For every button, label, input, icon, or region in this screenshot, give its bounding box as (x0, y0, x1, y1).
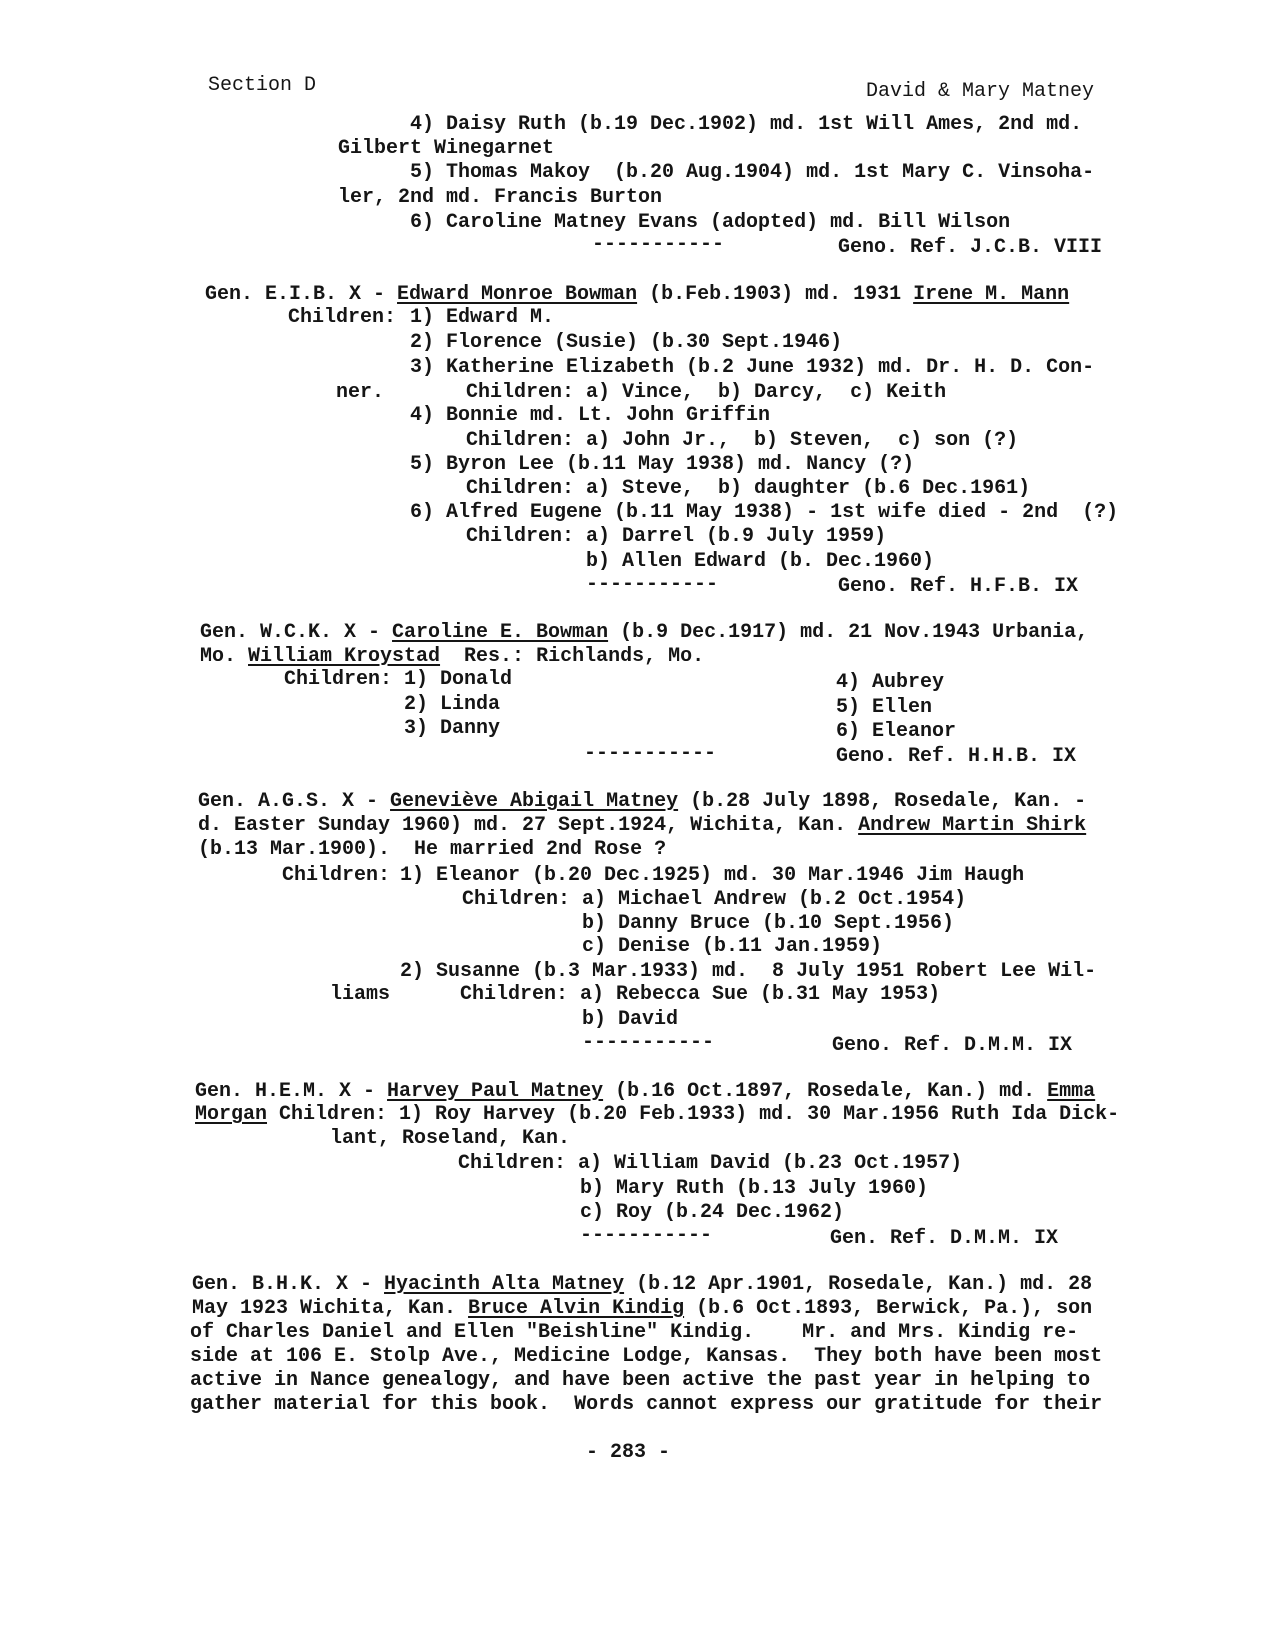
gen-code: Gen. E.I.B. X - (205, 283, 398, 306)
person-name: Hyacinth Alta Matney (384, 1273, 625, 1296)
separator: ----------- (580, 1224, 713, 1247)
child-2-cont: liams (330, 983, 391, 1006)
entry-ags-line2 (198, 814, 1086, 838)
gen-code: Gen. W.C.K. X - (200, 621, 393, 644)
children-label: Children: (284, 668, 393, 691)
entry-bhk-line2 (192, 1297, 1092, 1321)
paragraph-line: side at 106 E. Stolp Ave., Medicine Lodge, Kansas. They both have been most (190, 1345, 1103, 1368)
entry-details: d. Easter Sunday 1960) md. 27 Sept.1924, Wichita, Kan. (198, 814, 859, 837)
entry-hem-heading (195, 1080, 1095, 1104)
spouse-name-cont: Morgan (195, 1103, 268, 1126)
geno-ref: Geno. Ref. H.H.B. IX (836, 745, 1077, 768)
grandchildren: Children: a) Steve, b) daughter (b.6 Dec.1961) (466, 477, 1031, 500)
prev-child-4-cont: Gilbert Winegarnet (338, 137, 555, 160)
residence: Res.: Richlands, Mo. (440, 645, 705, 668)
entry-details: (b.16 Oct.1897, Rosedale, Kan.) md. (603, 1080, 1048, 1103)
child-2: 2) Linda (404, 693, 501, 716)
child-2: 2) Susanne (b.3 Mar.1933) md. 8 July 1951 Robert Lee Wil- (400, 960, 1097, 983)
paragraph-line: gather material for this book. Words cannot express our gratitude for their (190, 1393, 1103, 1416)
geno-ref: Gen. Ref. D.M.M. IX (830, 1227, 1059, 1250)
spouse-name: Emma (1047, 1080, 1096, 1103)
person-name: Harvey Paul Matney (387, 1080, 604, 1103)
entry-bhk-heading (192, 1273, 1092, 1297)
separator: ----------- (582, 1031, 715, 1054)
paragraph-line: of Charles Daniel and Ellen "Beishline" Kindig. Mr. and Mrs. Kindig re- (190, 1321, 1079, 1344)
separator: ----------- (592, 233, 725, 256)
entry-details: (b.Feb.1903) md. 1931 (637, 283, 914, 306)
prev-child-5-cont: ler, 2nd md. Francis Burton (338, 186, 663, 209)
prev-child-5: 5) Thomas Makoy (b.20 Aug.1904) md. 1st Mary C. Vinsoha- (410, 161, 1095, 184)
grandchild: b) Danny Bruce (b.10 Sept.1956) (582, 912, 955, 935)
child-1: 1) Eleanor (b.20 Dec.1925) md. 30 Mar.1946 Jim Haugh (400, 864, 1025, 887)
grandchild: c) Roy (b.24 Dec.1962) (580, 1201, 845, 1224)
geno-ref: Geno. Ref. H.F.B. IX (838, 575, 1079, 598)
entry-hem-line2 (195, 1103, 1119, 1127)
children-label: Children: (288, 306, 397, 329)
entry-ags-heading (198, 790, 1086, 814)
grandchildren: Children: a) John Jr., b) Steven, c) son (?) (466, 429, 1019, 452)
child-5: 5) Byron Lee (b.11 May 1938) md. Nancy (?) (410, 453, 915, 476)
section-label: Section D (208, 74, 317, 97)
gen-code: Gen. H.E.M. X - (195, 1080, 388, 1103)
person-name: Geneviève Abigail Matney (390, 790, 679, 813)
child-5: 5) Ellen (836, 696, 933, 719)
child-3-cont: ner. (336, 381, 385, 404)
entry-ags-line3: (b.13 Mar.1900). He married 2nd Rose ? (198, 838, 667, 861)
page-number: - 283 - (586, 1441, 671, 1464)
grandchild: c) Denise (b.11 Jan.1959) (582, 935, 883, 958)
separator: ----------- (584, 742, 717, 765)
entry-details: Mo. (200, 645, 249, 668)
child-4: 4) Bonnie md. Lt. John Griffin (410, 404, 771, 427)
separator: ----------- (586, 573, 719, 596)
entry-details: May 1923 Wichita, Kan. (192, 1297, 469, 1320)
child-4: 4) Aubrey (836, 671, 945, 694)
child-3: 3) Katherine Elizabeth (b.2 June 1932) md. Dr. H. D. Con- (410, 356, 1095, 379)
children-label: Children: (282, 864, 391, 887)
grandchildren: Children: a) Michael Andrew (b.2 Oct.1954) (462, 888, 967, 911)
grandchild: b) David (582, 1008, 679, 1031)
entry-details: (b.6 Oct.1893, Berwick, Pa.), son (684, 1297, 1093, 1320)
grandchildren: Children: a) Rebecca Sue (b.31 May 1953) (460, 983, 941, 1006)
geno-ref: Geno. Ref. J.C.B. VIII (838, 236, 1103, 259)
grandchildren: Children: a) William David (b.23 Oct.1957) (458, 1152, 963, 1175)
entry-eib-heading (205, 283, 1069, 307)
person-name: Edward Monroe Bowman (397, 283, 638, 306)
entry-details: (b.28 July 1898, Rosedale, Kan. - (678, 790, 1087, 813)
entry-details: (b.12 Apr.1901, Rosedale, Kan.) md. 28 (624, 1273, 1093, 1296)
children-line: Children: 1) Roy Harvey (b.20 Feb.1933) md. 30 Mar.1956 Ruth Ida Dick- (267, 1103, 1120, 1126)
child-1-cont: lant, Roseland, Kan. (330, 1127, 571, 1150)
entry-details: (b.9 Dec.1917) md. 21 Nov.1943 Urbania, (608, 621, 1089, 644)
spouse-name: Bruce Alvin Kindig (468, 1297, 685, 1320)
entry-wck-line2 (200, 645, 704, 669)
child-6: 6) Alfred Eugene (b.11 May 1938) - 1st wife died - 2nd (?) (410, 501, 1119, 524)
child-3: 3) Danny (404, 717, 501, 740)
geno-ref: Geno. Ref. D.M.M. IX (832, 1034, 1073, 1057)
family-title: David & Mary Matney (866, 80, 1095, 103)
child-2: 2) Florence (Susie) (b.30 Sept.1946) (410, 331, 843, 354)
gen-code: Gen. B.H.K. X - (192, 1273, 385, 1296)
grandchild: b) Mary Ruth (b.13 July 1960) (580, 1177, 929, 1200)
grandchildren: Children: a) Darrel (b.9 July 1959) (466, 525, 887, 548)
prev-child-6: 6) Caroline Matney Evans (adopted) md. Bill Wilson (410, 211, 1011, 234)
child-6: 6) Eleanor (836, 720, 957, 743)
entry-wck-heading (200, 621, 1088, 645)
spouse-name: Irene M. Mann (913, 283, 1070, 306)
prev-child-4: 4) Daisy Ruth (b.19 Dec.1902) md. 1st Will Ames, 2nd md. (410, 113, 1083, 136)
child-1: 1) Donald (404, 668, 513, 691)
paragraph-line: active in Nance genealogy, and have been active the past year in helping to (190, 1369, 1091, 1392)
spouse-name: William Kroystad (248, 645, 441, 668)
person-name: Caroline E. Bowman (392, 621, 609, 644)
grandchildren: Children: a) Vince, b) Darcy, c) Keith (466, 381, 947, 404)
child-1: 1) Edward M. (410, 306, 555, 329)
grandchild: b) Allen Edward (b. Dec.1960) (586, 550, 935, 573)
spouse-name: Andrew Martin Shirk (858, 814, 1087, 837)
gen-code: Gen. A.G.S. X - (198, 790, 391, 813)
